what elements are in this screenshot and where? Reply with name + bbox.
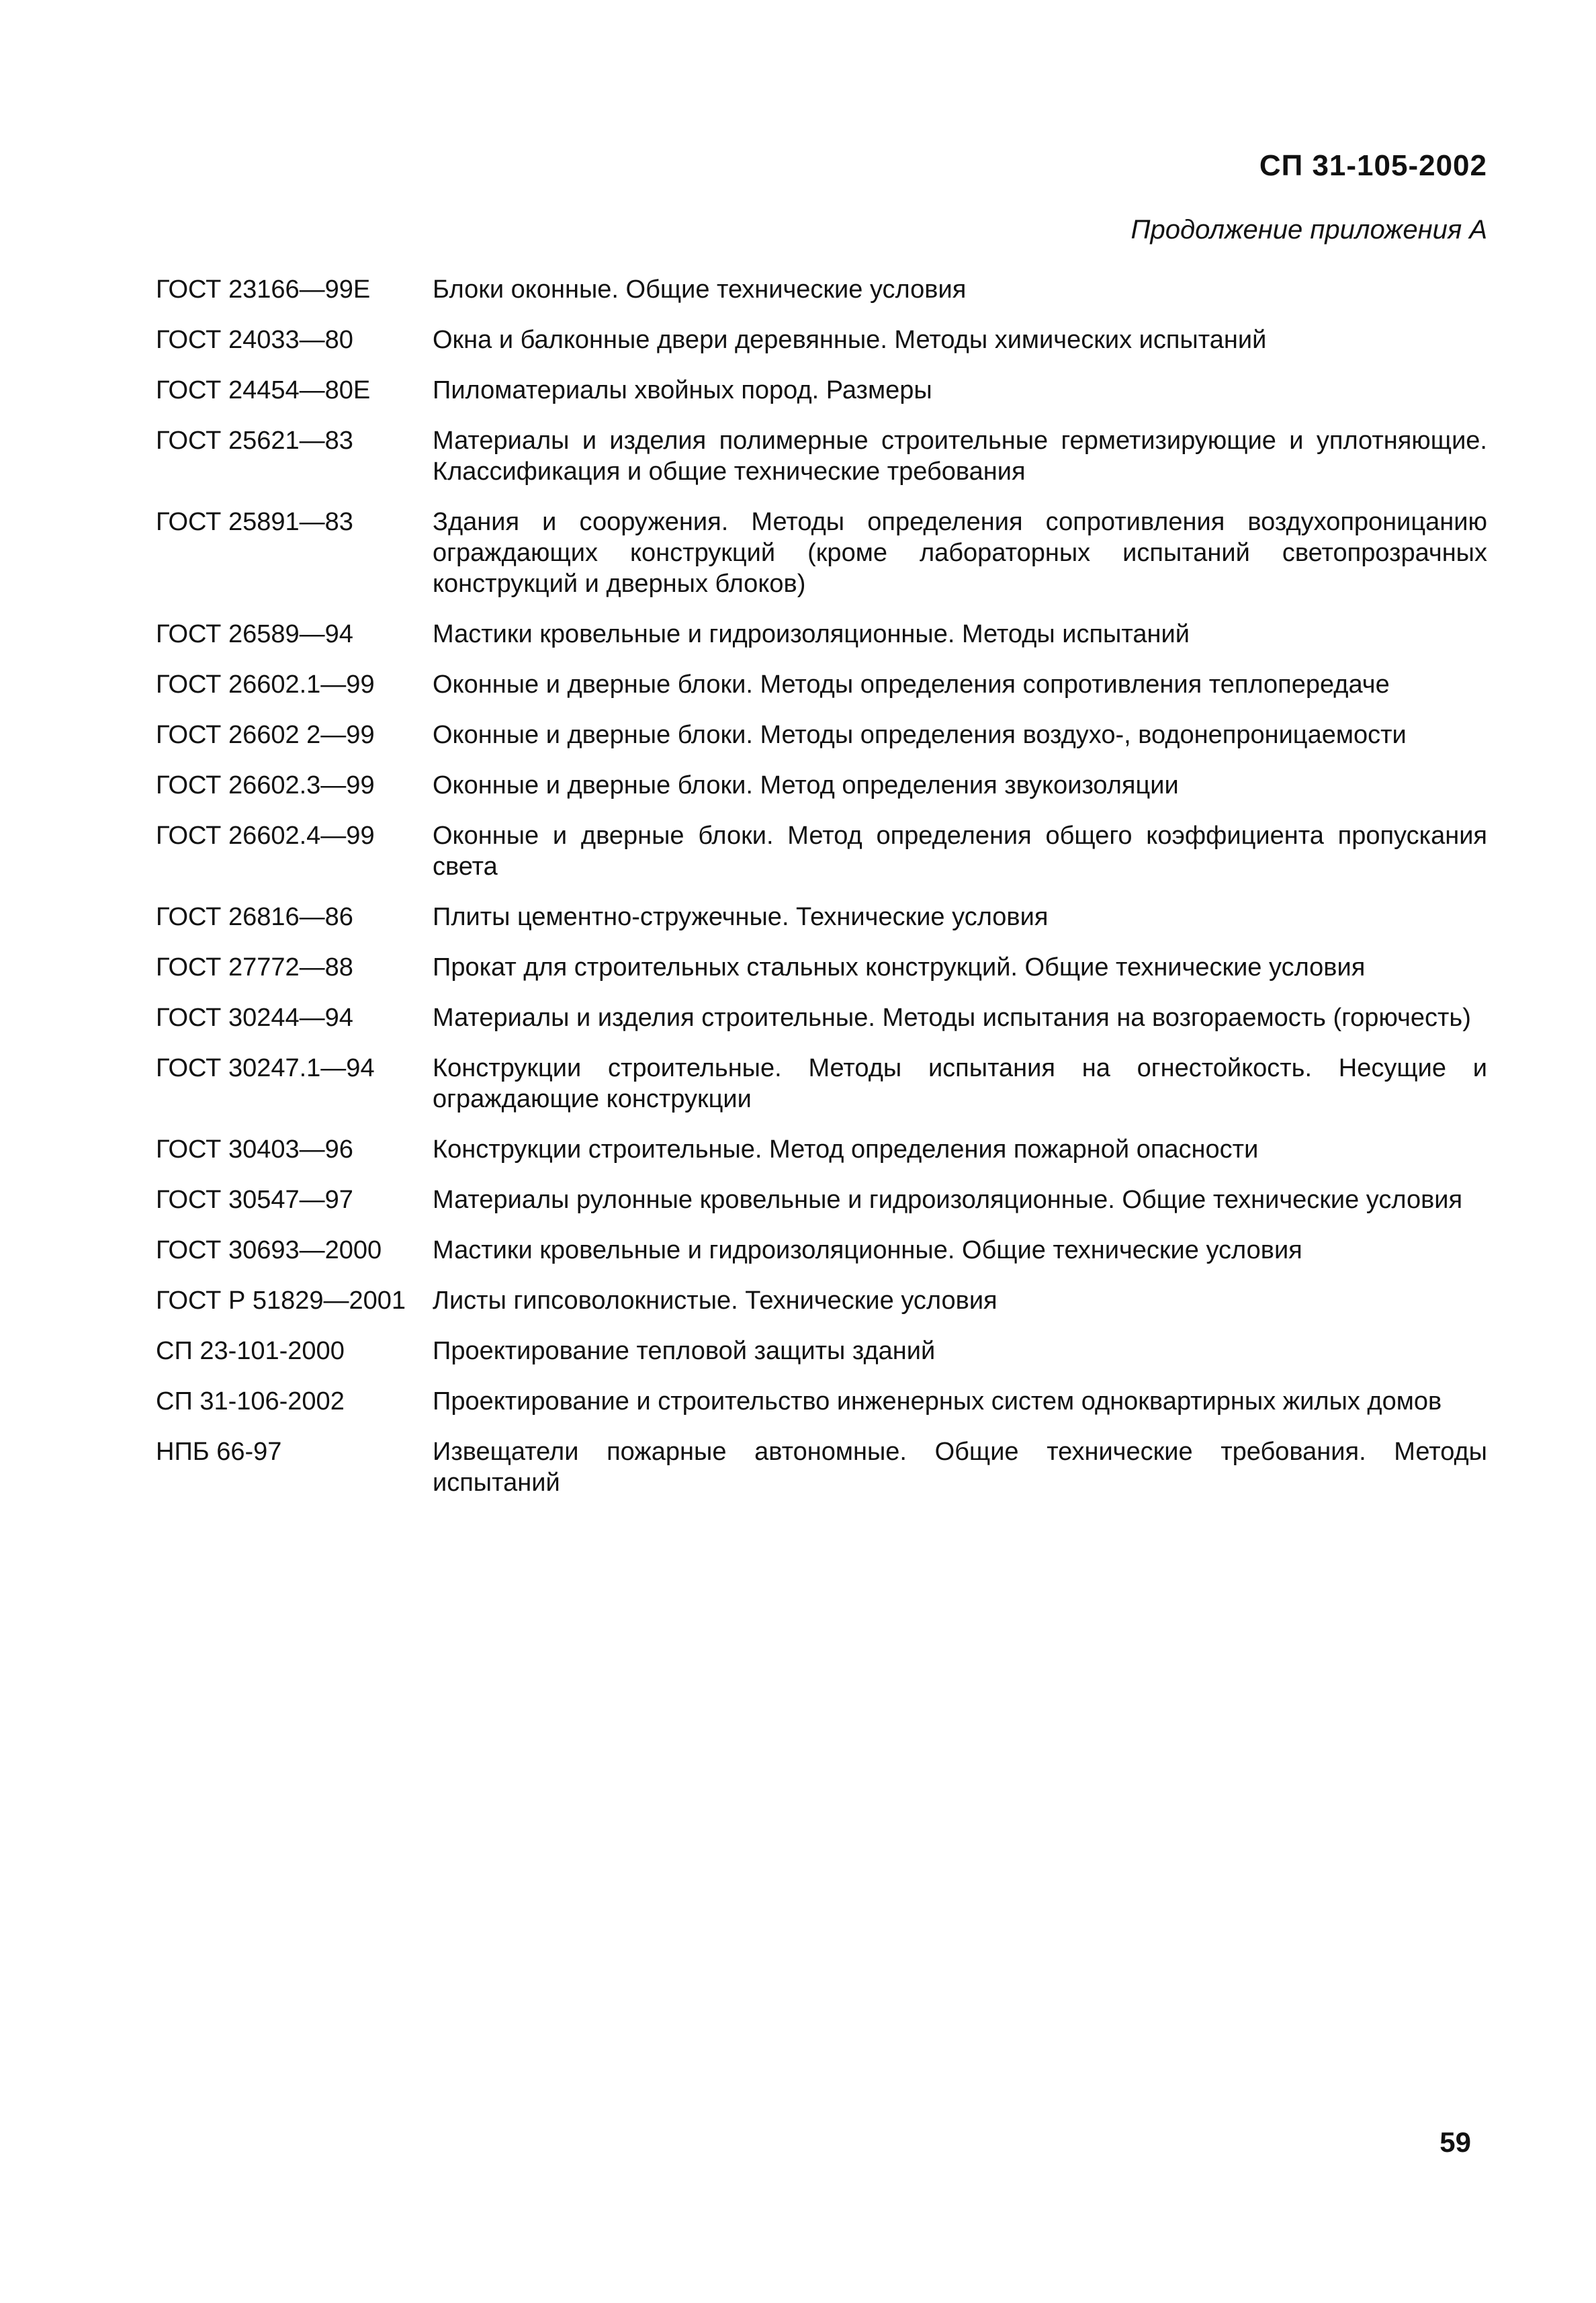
reference-title: Конструкции строительные. Метод определения пожарной опасности [433,1135,1259,1164]
document-code: СП 31-105-2002 [1259,149,1487,182]
reference-code: ГОСТ 25891—83 [156,508,353,536]
reference-row [156,720,1487,750]
reference-code: НПБ 66-97 [156,1438,282,1466]
reference-row [156,952,1487,983]
reference-title: Окна и балконные двери деревянные. Методы химических испытаний [433,326,1267,354]
appendix-continuation-label: Продолжение приложения А [1130,215,1487,245]
reference-code: ГОСТ 26602.3—99 [156,771,375,799]
reference-title: Мастики кровельные и гидроизоляционные. Общие технические условия [433,1236,1302,1264]
reference-title: Пиломатериалы хвойных пород. Размеры [433,376,932,404]
reference-code: ГОСТ 24454—80Е [156,376,371,404]
reference-title: Здания и сооружения. Методы определения сопротивления воздухопроницанию ограждающих конструкций (кроме лабораторных испытаний светопрозрачных конструкций и дверных блоков) [433,508,1487,598]
reference-code: ГОСТ 26816—86 [156,903,353,931]
reference-title: Оконные и дверные блоки. Методы определения воздухо-, водонепроницаемости [433,721,1407,749]
reference-row [156,1285,1487,1316]
reference-code: ГОСТ 26602.1—99 [156,670,375,699]
reference-title: Проектирование тепловой защиты зданий [433,1337,936,1365]
reference-code: СП 23-101-2000 [156,1337,345,1365]
reference-title: Оконные и дверные блоки. Метод определения звукоизоляции [433,771,1179,799]
reference-title: Блоки оконные. Общие технические условия [433,275,967,304]
reference-row [156,902,1487,932]
reference-title: Мастики кровельные и гидроизоляционные. Методы испытаний [433,620,1190,648]
reference-title: Конструкции строительные. Методы испытания на огнестойкость. Несущие и ограждающие конструкции [433,1054,1487,1113]
reference-code: ГОСТ 30693—2000 [156,1236,382,1264]
reference-title: Извещатели пожарные автономные. Общие технические требования. Методы испытаний [433,1438,1487,1497]
reference-row [156,619,1487,650]
reference-row [156,1002,1487,1033]
reference-row [156,507,1487,599]
page-number: 59 [1439,2126,1471,2158]
reference-title: Материалы и изделия полимерные строительные герметизирующие и уплотняющие. Классификация и общие технические требования [433,427,1487,486]
reference-row [156,820,1487,882]
reference-code: ГОСТ Р 51829—2001 [156,1287,406,1315]
reference-code: ГОСТ 26602.4—99 [156,822,375,850]
reference-code: ГОСТ 26589—94 [156,620,353,648]
reference-title: Прокат для строительных стальных конструкций. Общие технические условия [433,953,1366,982]
reference-code: ГОСТ 27772—88 [156,953,353,982]
reference-code: ГОСТ 30247.1—94 [156,1054,375,1082]
reference-title: Листы гипсоволокнистые. Технические условия [433,1287,998,1315]
reference-code: ГОСТ 30403—96 [156,1135,353,1164]
reference-code: ГОСТ 30547—97 [156,1186,353,1214]
reference-row [156,1134,1487,1165]
reference-title: Материалы и изделия строительные. Методы испытания на возгораемость (горючесть) [433,1004,1471,1032]
reference-title: Проектирование и строительство инженерных систем одноквартирных жилых домов [433,1387,1442,1416]
reference-title: Оконные и дверные блоки. Метод определения общего коэффициента пропускания света [433,822,1487,881]
reference-row [156,1386,1487,1417]
reference-code: ГОСТ 25621—83 [156,427,353,455]
reference-code: ГОСТ 24033—80 [156,326,353,354]
reference-row [156,425,1487,487]
reference-title: Оконные и дверные блоки. Методы определения сопротивления теплопередаче [433,670,1390,699]
reference-row [156,324,1487,355]
reference-code: ГОСТ 23166—99Е [156,275,371,304]
reference-code: ГОСТ 30244—94 [156,1004,353,1032]
reference-row [156,375,1487,406]
reference-row [156,1184,1487,1215]
reference-row [156,274,1487,305]
reference-row [156,1336,1487,1366]
reference-row [156,1053,1487,1115]
reference-title: Материалы рулонные кровельные и гидроизоляционные. Общие технические условия [433,1186,1463,1214]
reference-code: ГОСТ 26602 2—99 [156,721,375,749]
reference-title: Плиты цементно-стружечные. Технические условия [433,903,1049,931]
reference-row [156,1235,1487,1266]
normative-references-list [156,274,1487,1518]
reference-row [156,770,1487,801]
reference-row [156,1436,1487,1498]
reference-row [156,669,1487,700]
reference-code: СП 31-106-2002 [156,1387,345,1416]
